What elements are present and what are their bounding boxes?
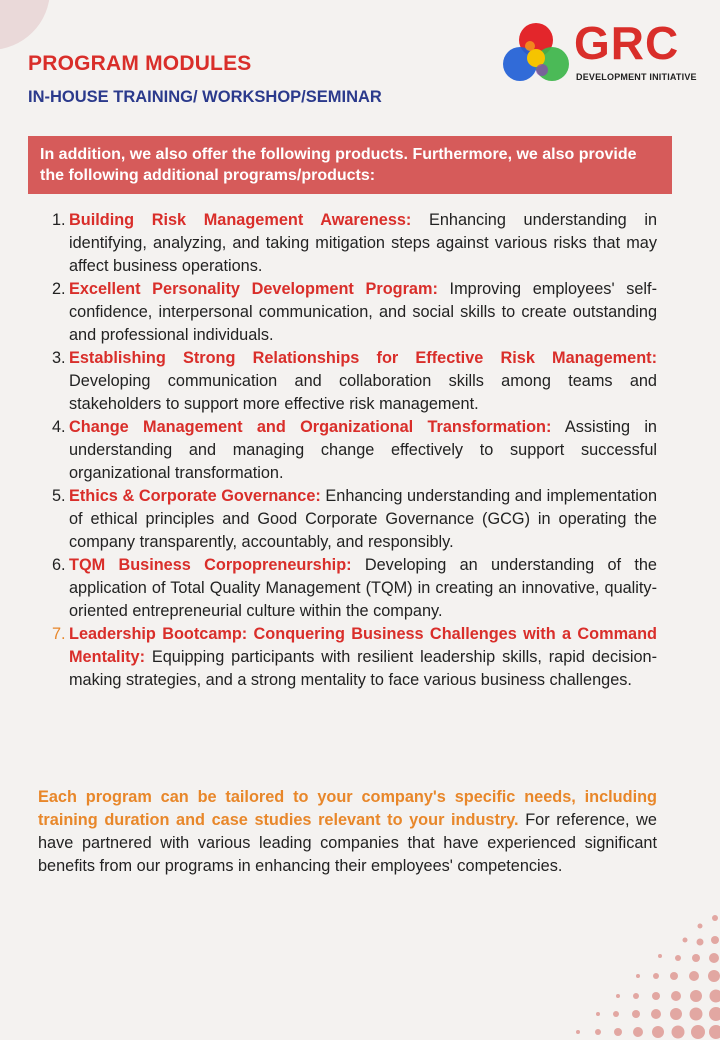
module-description: Equipping participants with resilient leadership skills, rapid decision-making strategies, and a strong mentality to face various business challenges. — [69, 648, 657, 689]
closing-paragraph — [38, 786, 657, 878]
dot-pattern-decoration — [560, 900, 720, 1040]
logo-mark-icon — [498, 16, 574, 92]
module-item — [38, 554, 657, 623]
logo-tagline: DEVELOPMENT INITIATIVE — [576, 72, 697, 82]
module-item — [38, 278, 657, 347]
module-title: TQM Business Corpopreneurship: — [69, 556, 352, 574]
logo-wordmark: GRC — [574, 17, 680, 69]
module-number: 1. — [52, 211, 66, 229]
module-number: 5. — [52, 487, 66, 505]
module-description: Developing communication and collaboration skills among teams and stakeholders to support more effective risk management. — [69, 372, 657, 413]
page-subtitle: IN-HOUSE TRAINING/ WORKSHOP/SEMINAR — [28, 88, 382, 106]
module-number: 6. — [52, 556, 66, 574]
closing-highlight: Each program can be tailored to your company's specific needs, including training duration and case studies relevant to your industry. — [38, 788, 657, 829]
intro-banner — [28, 136, 672, 194]
module-description: Enhancing understanding and implementation of ethical principles and Good Corporate Governance (GCG) in operating the company transparently, accountably, and responsibly. — [69, 487, 657, 551]
module-description: Assisting in understanding and managing change effectively to support successful organizational transformation. — [69, 418, 657, 482]
module-title: Change Management and Organizational Transformation: — [69, 418, 552, 436]
intro-banner-text: In addition, we also offer the following products. Furthermore, we also provide the following additional programs/products: — [40, 146, 637, 184]
module-description: Enhancing understanding in identifying, analyzing, and taking mitigation steps against various risks that may affect business operations. — [69, 211, 658, 275]
module-item — [38, 347, 657, 416]
page-title: PROGRAM MODULES — [28, 52, 252, 75]
module-title: Leadership Bootcamp: Conquering Business Challenges with a Command Mentality: — [69, 625, 657, 666]
module-title: Ethics & Corporate Governance: — [69, 487, 321, 505]
module-title: Excellent Personality Development Program: — [69, 280, 438, 298]
module-number: 3. — [52, 349, 66, 367]
module-number: 4. — [52, 418, 66, 436]
corner-decoration — [0, 0, 50, 50]
module-description: Developing an understanding of the application of Total Quality Management (TQM) in creating an innovative, quality-oriented entrepreneurial culture within the company. — [69, 556, 657, 620]
module-item — [38, 623, 657, 692]
program-module-list — [38, 209, 657, 692]
module-number: 7. — [52, 625, 66, 643]
module-number: 2. — [52, 280, 66, 298]
module-item — [38, 485, 657, 554]
module-item — [38, 209, 657, 278]
closing-body: For reference, we have partnered with various leading companies that have experienced significant benefits from our programs in enhancing their employees' competencies. — [38, 811, 657, 875]
module-item — [38, 416, 657, 485]
module-title: Building Risk Management Awareness: — [69, 211, 412, 229]
module-title: Establishing Strong Relationships for Effective Risk Management: — [69, 349, 657, 367]
module-description: Improving employees' self-confidence, interpersonal communication, and social skills to create outstanding and professional individuals. — [69, 280, 657, 344]
grc-logo — [498, 16, 710, 92]
